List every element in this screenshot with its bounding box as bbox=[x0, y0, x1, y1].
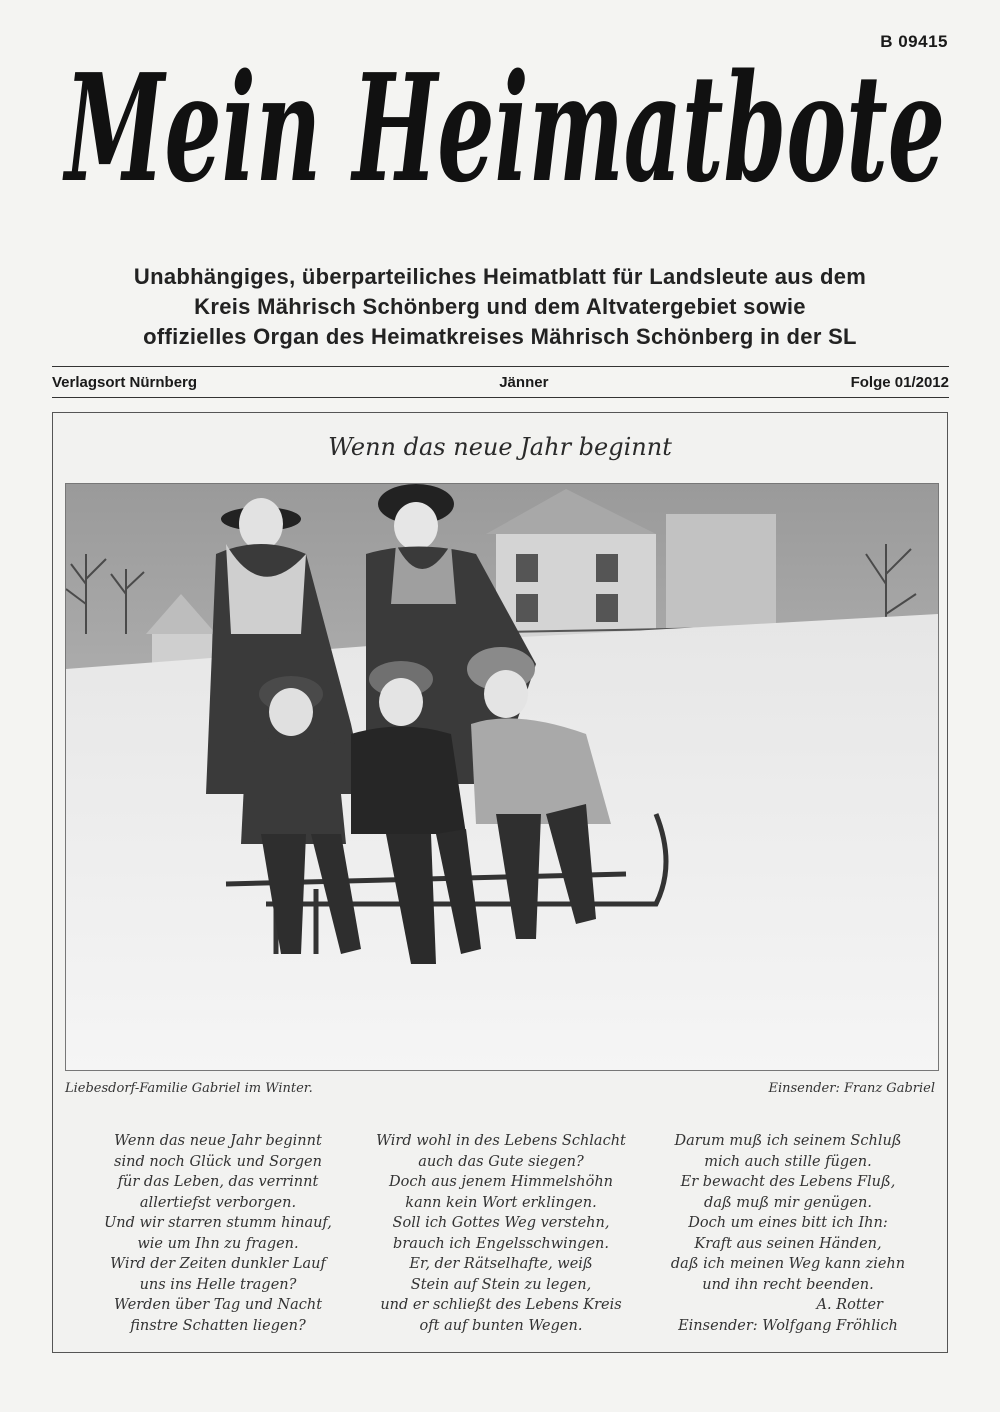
poem-line: mich auch stille fügen. bbox=[704, 1153, 872, 1170]
subtitle-line: Kreis Mährisch Schönberg und dem Altvatergebiet sowie bbox=[194, 294, 806, 319]
poem-line: Doch um eines bitt ich Ihn: bbox=[688, 1215, 888, 1231]
poem-line: Stein auf Stein zu legen, bbox=[410, 1276, 592, 1293]
feature-title: Wenn das neue Jahr beginnt bbox=[328, 433, 672, 461]
poem-line: Doch aus jenem Himmelshöhn bbox=[389, 1174, 613, 1190]
subtitle-line: Unabhängiges, überparteiliches Heimatblatt für Landsleute aus dem bbox=[133, 264, 867, 289]
poem-line: Soll ich Gottes Weg verstehn, bbox=[392, 1215, 610, 1231]
poem-line: Er, der Rätselhafte, weiß bbox=[409, 1256, 593, 1272]
poem-column-1 bbox=[83, 1131, 353, 1336]
photo-credit: Einsender: Franz Gabriel bbox=[768, 1081, 935, 1096]
family-winter-photo bbox=[65, 483, 939, 1071]
poem-column-2 bbox=[366, 1131, 636, 1336]
poem-line: Und wir starren stumm hinauf, bbox=[104, 1215, 332, 1231]
subtitle bbox=[40, 262, 960, 352]
poem-column-3 bbox=[653, 1131, 923, 1336]
issue-month: Jänner bbox=[499, 373, 549, 391]
poem-line: oft auf bunten Wegen. bbox=[419, 1317, 583, 1334]
poem-sender: Einsender: Wolfgang Fröhlich bbox=[678, 1317, 898, 1334]
poem-line: Wenn das neue Jahr beginnt bbox=[114, 1133, 322, 1149]
poem-line: Kraft aus seinen Händen, bbox=[694, 1235, 882, 1252]
poem-line: uns ins Helle tragen? bbox=[139, 1276, 297, 1293]
poem-line: Wird wohl in des Lebens Schlacht bbox=[376, 1133, 626, 1149]
poem-line: finstre Schatten liegen? bbox=[130, 1317, 306, 1334]
poem-line: und ihn recht beenden. bbox=[702, 1276, 874, 1293]
masthead-text: Mein Heimatbote bbox=[61, 41, 946, 215]
poem-line: Darum muß ich seinem Schluß bbox=[674, 1133, 902, 1149]
info-bar bbox=[52, 366, 949, 398]
photo-caption: Liebesdorf-Familie Gabriel im Winter. bbox=[65, 1081, 313, 1096]
poem-line: sind noch Glück und Sorgen bbox=[114, 1153, 322, 1170]
poem-line: Wird der Zeiten dunkler Lauf bbox=[110, 1256, 326, 1272]
poem-line: daß muß mir genügen. bbox=[704, 1194, 872, 1211]
publication-place: Verlagsort Nürnberg bbox=[52, 373, 198, 391]
poem-line: kann kein Wort erklingen. bbox=[405, 1194, 597, 1211]
feature-frame bbox=[52, 412, 948, 1353]
poem-line: Werden über Tag und Nacht bbox=[113, 1297, 323, 1313]
publication-code: B 09415 bbox=[880, 32, 948, 51]
poem-line: auch das Gute siegen? bbox=[418, 1153, 584, 1170]
poem-line: allertiefst verborgen. bbox=[139, 1194, 297, 1211]
poem-author: A. Rotter bbox=[816, 1297, 883, 1313]
poem-line: daß ich meinen Weg kann ziehn bbox=[670, 1256, 906, 1272]
poem-line: und er schließt des Lebens Kreis bbox=[380, 1297, 622, 1313]
masthead-logo bbox=[55, 30, 955, 255]
poem-line: brauch ich Engelsschwingen. bbox=[393, 1235, 609, 1252]
poem-line: wie um Ihn zu fragen. bbox=[137, 1235, 299, 1252]
issue-number: Folge 01/2012 bbox=[850, 373, 949, 391]
poem-line: Er bewacht des Lebens Fluß, bbox=[680, 1174, 896, 1190]
subtitle-line: offizielles Organ des Heimatkreises Mährisch Schönberg in der SL bbox=[143, 324, 857, 349]
poem-line: für das Leben, das verrinnt bbox=[117, 1174, 319, 1190]
